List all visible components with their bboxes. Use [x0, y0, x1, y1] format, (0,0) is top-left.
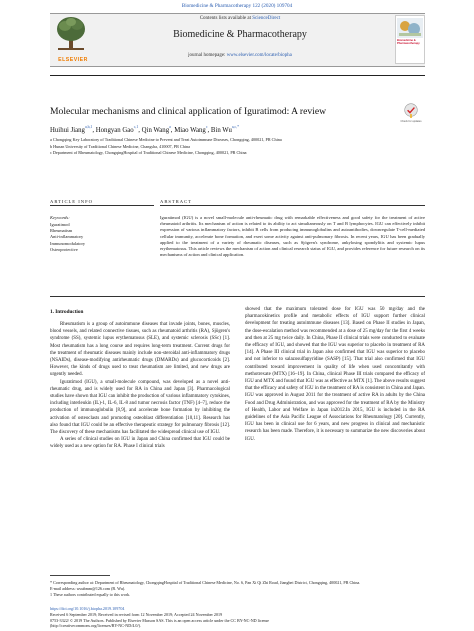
cover-title: Biomedicine & Pharmacotherapy — [397, 39, 420, 45]
crossmark-icon — [404, 103, 418, 119]
received-dates: Received 6 September 2019; Received in revised form 12 November 2019; Accepted 24 November 2019 — [50, 611, 223, 617]
footnote-equal-contribution: 1 These authors contributed equally to this work. — [50, 591, 131, 597]
author-affiliation-marker: a,b,1 — [84, 125, 93, 129]
author-name: Bin Wu — [210, 127, 232, 134]
license-url[interactable]: (http://creativecommons.org/licenses/BY-NC-ND/4.0/). — [50, 623, 141, 629]
body-right-column — [245, 306, 425, 443]
article-title: Molecular mechanisms and clinical application of Iguratimod: A review — [50, 106, 327, 117]
publication-meta — [50, 606, 425, 629]
article-info-heading: ARTICLE INFO — [50, 199, 93, 204]
crossmark-label: Check for updates — [400, 120, 422, 123]
journal-title: Biomedicine & Pharmacotherapy — [173, 29, 307, 40]
author-name: Qin Wang — [141, 127, 170, 134]
keywords-heading: Keywords: — [50, 215, 70, 220]
author[interactable] — [174, 127, 211, 134]
footnote-rule — [50, 575, 110, 576]
article-info-rule — [50, 205, 154, 206]
footnote-email[interactable]: E-mail address: wuubmm@126.com (B. Wu). — [50, 585, 126, 591]
keyword: Anti-inflammatory — [50, 234, 84, 240]
journal-header — [50, 13, 425, 67]
author[interactable] — [96, 127, 142, 134]
contents-line — [100, 16, 380, 21]
elsevier-tree-icon — [54, 14, 88, 52]
footnote-corresponding: * Corresponding author at: Department of Rheumatology, ChongqingHospital of Traditional Chinese Medicine, No. 6, Pan Xi Qi Zhi Road, Jiangbei District, Chongqing, 400021, PR China. — [50, 580, 361, 585]
journal-cover-image — [395, 15, 425, 64]
author-separator: , — [92, 127, 96, 134]
introduction-heading: 1. Introduction — [50, 309, 84, 315]
body-paragraph: Rheumatism is a group of autoimmune diseases that invade joints, bones, muscles, blood vessels, and related connective tissues, such as rheumatoid arthritis (RA), Sjögren's syndrome (SS), systemic lupus erythematosus (SLE), and systemic sclerosis (SSc) [1]. Most rheumatism has a long course and requires long-term treatment. Current drugs for the treatment of rheumatic diseases mainly include non-steroidal anti-inflammatory drugs (NSAIDs), disease-modifying antirheumatic drugs (DMARDs) and glucocorticoids [2]. However, the kinds of drugs used to treat rheumatism are limited, and new drugs are urgently needed. — [50, 322, 230, 378]
affiliations — [50, 137, 420, 157]
abstract-rule — [160, 205, 425, 206]
crossmark-badge[interactable] — [404, 103, 418, 119]
author[interactable] — [211, 127, 239, 134]
keyword: Immunomodulatory — [50, 240, 86, 246]
journal-reference[interactable]: Biomedicine & Pharmacotherapy 122 (2020) 109704 — [181, 3, 293, 9]
keyword: Rheumatism — [50, 228, 73, 234]
body-paragraph: Iguratimod (IGU), a small-molecule compound, was developed as a novel anti-rheumatic drug, and is widely used for RA in China and Japan [3]. Pharmacological studies have shown that IGU can inhibit the production of various inflammatory cytokines, including interleukin (IL)-1, IL-6, IL-8 and tumor necrosis factor (TNF) [4–7], reduce the production of immunoglobulin [8,9], and accelerate bone formation by inhibiting the activation of osteoclasts and promoting osteoblast differentiation [10,11]. Research has also found that IGU could be an effective therapeutic strategy for pulmonary fibrosis [12]. The discovery of these mechanisms has facilitated the widespread clinical use of IGU. — [50, 379, 230, 436]
author-line — [50, 125, 390, 134]
keywords-list — [50, 222, 154, 253]
footnotes — [50, 580, 425, 598]
abstract-heading: ABSTRACT — [160, 199, 192, 204]
affiliation: c Department of Rheumatology, ChongqingHospital of Traditional Chinese Medicine, Chongqing, 400021, PR China — [50, 150, 247, 156]
author-name: Hongyan Gao — [95, 127, 134, 134]
author[interactable] — [50, 127, 96, 134]
elsevier-wordmark: ELSEVIER — [58, 57, 88, 63]
affiliation: b Hunan University of Traditional Chinese Medicine, Changsha, 410007, PR China — [50, 143, 190, 149]
body-left-column — [50, 321, 230, 451]
sciencedirect-link[interactable]: ScienceDirect — [252, 16, 281, 21]
header-rule — [50, 75, 425, 76]
author-list — [50, 127, 239, 134]
cover-art-icon — [396, 17, 424, 39]
author-affiliation-marker: a — [169, 125, 171, 129]
author-separator: , — [170, 127, 175, 134]
abstract-end-rule — [50, 296, 425, 297]
author[interactable] — [142, 127, 175, 134]
contents-prefix: Contents lists available at — [199, 16, 253, 21]
body-paragraph: showed that the maximum tolerated dose for IGU was 50 mg/day and the pharmacokinetics profile and metabolic effects of IGU support further clinical development for treating autoimmune diseases [13]. Based on Phase II studies in Japan, the dose-escalation method was recommended at a dose of 25 mg/day for the first 4 weeks and then at 25 mg twice daily. In China, Phase II clinical trials were conducted to evaluate the efficacy of IGU, and showed that the IGU was superior to placebo in treatment of RA [14]. A Phase III clinical trial in Japan also confirmed that IGU was superior to placebo and not inferior to salazosulfapyridine (SASP) [15]. That trial also confirmed that IGU contributed toward improvement in quality of life when used concomitantly with methotrexate (MTX) [16–19]. In China, clinical Phase III trials compared the efficacy of IGU and MTX and found that IGU was as effective as MTX [1]. The above results suggest that the efficacy and safety of IGU in the treatment of RA is consistent in China and Japan. IGU was approved in August 2011 for the treatment of active RA in adults by the China Food and Drug Administration, and was approved for the treatment of RA by the Ministry of Health, Labor and Welfare in Japan in2012.In 2015, IGU is included in the RA guidelines of the Asia Pacific League of Associations for Rheumatology [20]. Currently, IGU has been in clinical use for 6 years, and new progress in clinical and mechanistic research has been made. Therefore, it is necessary to summarize the new discoveries about IGU. — [245, 307, 425, 442]
author-name: Huihui Jiang — [50, 127, 85, 134]
author-separator: , — [207, 127, 211, 134]
author-separator: , — [138, 127, 142, 134]
author-name: Miao Wang — [174, 127, 206, 134]
homepage-link[interactable]: www.elsevier.com/locate/biopha — [226, 53, 292, 58]
author-affiliation-marker: c — [205, 125, 208, 129]
affiliation: a Chongqing Key Laboratory of Traditional Chinese Medicine to Prevent and Treat Autoimmune Diseases, Chongqing, 400021, PR China — [50, 137, 282, 142]
author-affiliation-marker: a,c,* — [231, 125, 240, 129]
keyword: Iguratimod — [50, 222, 70, 227]
keyword: Osteoprotective — [50, 246, 78, 252]
elsevier-logo — [54, 14, 94, 62]
doi-link[interactable]: https://doi.org/10.1016/j.biopha.2019.109704 — [50, 606, 125, 611]
homepage-prefix: journal homepage: — [188, 53, 227, 58]
author-affiliation-marker: c,1 — [133, 125, 139, 129]
homepage-line — [100, 53, 380, 58]
abstract-text: Iguratimod (IGU) is a novel small-molecule anti-rheumatic drug with remarkable effectiveness and good safety for the treatment of active rheumatoid arthritis. Its mechanism of action is related to its ability to act simultaneously on T and B lymphocytes. IGU can effectively inhibit expression of various inflammatory factors, inhibit B cells from producing immunoglobulins and autoantibodies, downregulate T-cell-mediated cellular immunity, accelerate bone formation, and exert some activity against anti-pulmonary fibrosis. In recent years, IGU has been gradually applied to the treatment of a variety of rheumatic diseases, such as Sjögren's syndrome, ankylosing spondylitis and systemic lupus erythematosus. This article reviews the mechanism of action and clinical research status of IGU, and provides reference for future research on its mechanisms of action and clinical application. — [160, 215, 425, 258]
body-paragraph: A series of clinical studies on IGU in Japan and China confirmed that IGU could be widely used as a new option for RA. Phase I clinical trials — [50, 437, 230, 450]
license-statement: 0753-3322/ © 2019 The Authors. Published by Elsevier Masson SAS. This is an open access article under the CC BY-NC-ND license — [50, 617, 269, 623]
